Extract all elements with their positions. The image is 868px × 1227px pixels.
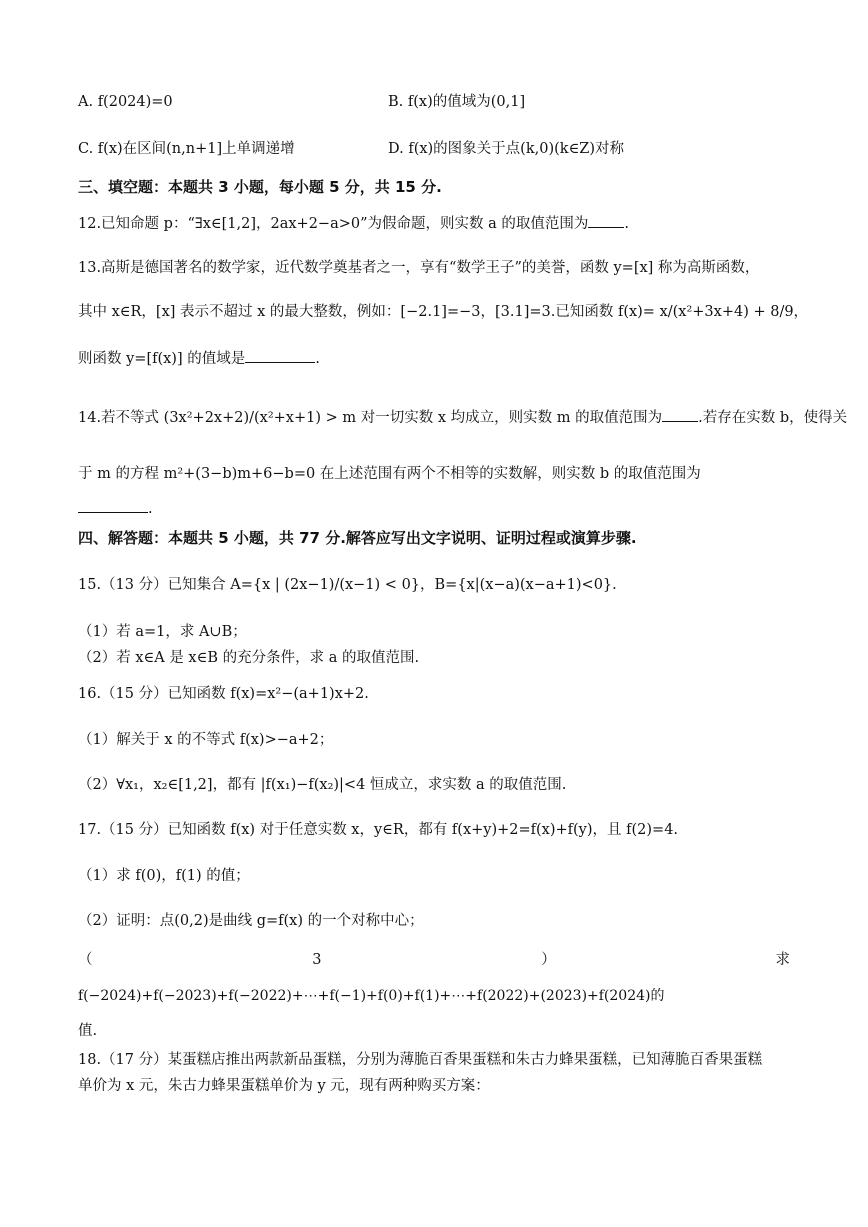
- question-13-line-3: [78, 348, 790, 369]
- part-3-qiu: 求: [775, 952, 790, 968]
- part-3-open-paren: （: [78, 952, 93, 968]
- question-16-stem: 16.（15 分）已知函数 f(x)=x²−(a+1)x+2.: [78, 686, 369, 702]
- question-18-line-2: 单价为 x 元，朱古力蜂果蛋糕单价为 y 元，现有两种购买方案：: [78, 1078, 490, 1094]
- question-16-part-2: （2）∀x₁，x₂∈[1,2]，都有 |f(x₁)−f(x₂)|<4 恒成立，求实数 a 的取值范围.: [78, 777, 567, 793]
- question-15-part-2: （2）若 x∈A 是 x∈B 的充分条件，求 a 的取值范围.: [78, 650, 420, 666]
- question-15-stem: 15.（13 分）已知集合 A={x | (2x−1)/(x−1) < 0}，B={x|(x−a)(x−a+1)<0}.: [78, 577, 617, 593]
- question-14-line-3: [78, 498, 790, 519]
- question-13-line-1: 13.高斯是德国著名的数学家，近代数学奠基者之一，享有“数学王子”的美誉，函数 y=[x] 称为高斯函数，: [78, 260, 760, 276]
- question-17-part-3-expression: f(−2024)+f(−2023)+f(−2022)+⋯+f(−1)+f(0)+f(1)+⋯+f(2022)+(2023)+f(2024)的: [78, 988, 665, 1004]
- question-16-part-1: （1）解关于 x 的不等式 f(x)>−a+2；: [78, 732, 334, 748]
- answer-blank: [662, 407, 698, 422]
- question-13-end: .: [315, 351, 320, 367]
- question-17-part-2: （2）证明：点(0,2)是曲线 g=f(x) 的一个对称中心；: [78, 913, 424, 929]
- question-14-end: .: [148, 501, 153, 517]
- question-12: [78, 213, 790, 234]
- option-d: D. f(x)的图象关于点(k,0)(k∈Z)对称: [388, 141, 625, 157]
- answer-blank: [78, 498, 148, 513]
- section-3-title: 三、填空题：本题共 3 小题，每小题 5 分，共 15 分.: [78, 178, 442, 196]
- part-3-number: 3: [312, 952, 322, 968]
- question-18-line-1: 18.（17 分）某蛋糕店推出两款新品蛋糕，分别为薄脆百香果蛋糕和朱古力蜂果蛋糕，已知薄脆百香果蛋糕: [78, 1052, 763, 1068]
- question-14-line-2: 于 m 的方程 m²+(3−b)m+6−b=0 在上述范围有两个不相等的实数解，则实数 b 的取值范围为: [78, 466, 701, 482]
- section-4-title: 四、解答题：本题共 5 小题，共 77 分.解答应写出文字说明、证明过程或演算步骤.: [78, 529, 637, 547]
- question-12-text: 12.已知命题 p：“∃x∈[1,2]，2ax+2−a>0”为假命题，则实数 a 的取值范围为: [78, 216, 589, 232]
- question-13-line-3-text: 则函数 y=[f(x)] 的值域是: [78, 351, 246, 367]
- question-13-line-2: 其中 x∈R，[x] 表示不超过 x 的最大整数，例如：[−2.1]=−3，[3.1]=3.已知函数 f(x)= x/(x²+3x+4) + 8/9，: [78, 304, 809, 320]
- question-12-end: .: [624, 216, 629, 232]
- question-17-part-1: （1）求 f(0)，f(1) 的值；: [78, 868, 250, 884]
- question-14-line-1-text: 14.若不等式 (3x²+2x+2)/(x²+x+1) > m 对一切实数 x 均成立，则实数 m 的取值范围为: [78, 410, 663, 426]
- answer-blank: [588, 213, 624, 228]
- question-17-stem: 17.（15 分）已知函数 f(x) 对于任意实数 x，y∈R，都有 f(x+y)+2=f(x)+f(y)，且 f(2)=4.: [78, 822, 679, 838]
- question-15-part-1: （1）若 a=1，求 A∪B；: [78, 624, 247, 640]
- option-a: A. f(2024)=0: [78, 94, 173, 110]
- question-14-line-1-mid: .若存在实数 b，使得关: [698, 410, 848, 426]
- answer-blank: [245, 348, 315, 363]
- option-b: B. f(x)的值域为(0,1]: [388, 94, 526, 110]
- question-17-part-3-end: 值.: [78, 1023, 98, 1039]
- option-c: C. f(x)在区间(n,n+1]上单调递增: [78, 141, 295, 157]
- question-14-line-1: [78, 407, 848, 428]
- question-17-part-3-header: [78, 950, 790, 970]
- part-3-close-paren: ）: [541, 952, 556, 968]
